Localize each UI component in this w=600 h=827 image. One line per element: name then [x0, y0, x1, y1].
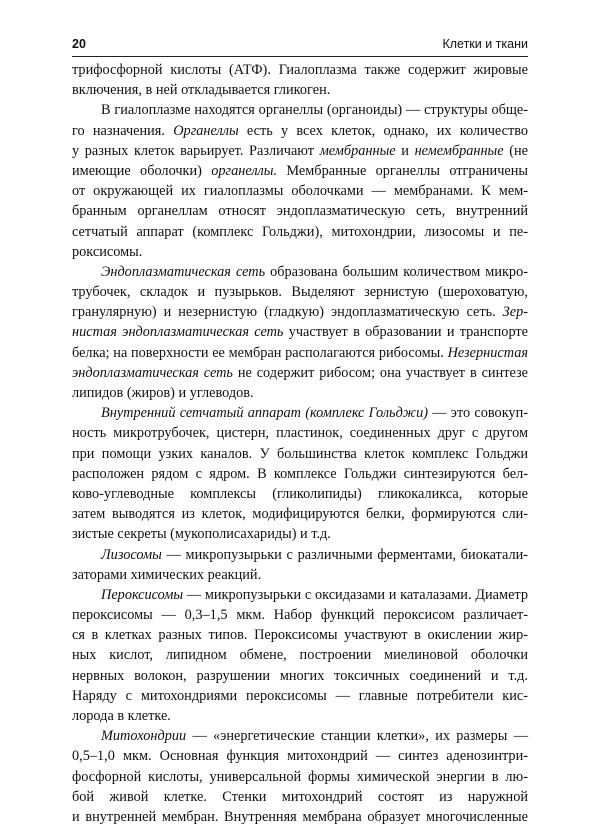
text-line [72, 645, 528, 665]
text-run: и [395, 142, 415, 159]
text-line [72, 121, 528, 141]
page-number: 20 [72, 37, 86, 51]
text-line [72, 524, 528, 544]
italic-term: Эндоплазматическая сеть [101, 263, 266, 280]
text-line [72, 565, 528, 585]
italic-term: Зер- [502, 304, 528, 321]
text-line [72, 444, 528, 464]
italic-term: Митохондрии [101, 728, 187, 745]
text-run: ных кислот, липидном обмене, построении миелиновой оболочки [72, 647, 528, 664]
text-line [72, 605, 528, 625]
text-run: ся в клетках разных типов. Пероксисомы участвуют в окислении жир- [72, 627, 528, 644]
text-line [72, 464, 528, 484]
text-run: белка; на поверхности ее мембран располагаются рибосомы. [72, 344, 448, 361]
text-line [72, 343, 528, 363]
text-run: В гиалоплазме находятся органеллы (органоиды) — структуры обще- [101, 102, 528, 119]
text-line [72, 686, 528, 706]
text-line [72, 625, 528, 645]
italic-term: органеллы. [211, 162, 278, 179]
italic-term: нистая эндоплазматическая сеть [72, 324, 284, 341]
header-rule [72, 56, 528, 57]
text-line [72, 706, 528, 726]
text-run: — микропузырьки с различными ферментами, биокатали- [161, 546, 528, 563]
text-line [72, 161, 528, 181]
text-run: затем выводятся из клеток, модифицируются белки, формируются сли- [72, 506, 528, 523]
italic-term: Лизосомы [101, 546, 162, 563]
text-run: пероксисомы — 0,3–1,5 мкм. Набор функций пероксисом различает- [72, 607, 528, 624]
italic-term: немембранные [414, 142, 504, 159]
text-line [72, 726, 528, 746]
text-line [72, 484, 528, 504]
text-line [72, 181, 528, 201]
text-run: — это совокуп- [428, 405, 528, 422]
text-line [72, 201, 528, 221]
text-line [72, 666, 528, 686]
text-run: гранулярную) и незернистую (гладкую) эндоплазматическую сеть. [72, 304, 503, 321]
italic-term: Органеллы [173, 122, 239, 139]
text-run: от окружающей их гиалоплазмы оболочками — мембранами. К мем- [72, 183, 528, 200]
text-line [72, 403, 528, 423]
text-line [72, 222, 528, 242]
text-run: липидов (жиров) и углеводов. [72, 385, 254, 401]
text-run: заторами химических реакций. [72, 566, 262, 583]
text-run: трубочек, складок и пузырьков. Выделяют зернистую (шероховатую, [72, 284, 528, 301]
italic-term: Пероксисомы [101, 586, 184, 603]
chapter-title: Клетки и ткани [442, 37, 528, 51]
text-run: образована большим количеством микро- [265, 263, 528, 280]
text-line [72, 60, 528, 80]
body-text [72, 60, 528, 827]
text-line [72, 504, 528, 524]
text-run: 0,5–1,0 мкм. Основная функция митохондрий — синтез аденозинтри- [72, 748, 528, 765]
text-run: лорода в клетке. [72, 708, 171, 724]
text-run: бой живой клетке. Стенки митохондрий состоят из наружной [72, 788, 528, 805]
italic-term: мембранные [319, 142, 396, 159]
text-run: участвует в образовании и транспорте [283, 324, 529, 341]
italic-term: Внутренний сетчатый аппарат (комплекс Гольджи) [101, 405, 429, 422]
text-line [72, 383, 528, 403]
text-run: при помощи узких каналов. У большинства клеток комплекс Гольджи [72, 445, 528, 462]
text-line [72, 141, 528, 161]
text-run: у разных клеток варьирует. Различают [72, 142, 320, 159]
text-run: расположен рядом с ядром. В комплексе Гольджи синтезируются бел- [72, 465, 528, 482]
text-run: сетчатый аппарат (комплекс Гольджи), митохондрии, лизосомы и пе- [72, 223, 528, 240]
text-run: роксисомы. [72, 243, 143, 260]
text-line [72, 242, 528, 262]
text-run: трифосфорной кислоты (АТФ). Гиалоплазма также содержит жировые [72, 62, 528, 78]
text-run: нервных волокон, разрушении многих токсичных соединений и т.д. [72, 667, 528, 684]
text-run: включения, в ней откладывается гликоген. [72, 82, 331, 99]
text-line [72, 545, 528, 565]
text-line [72, 80, 528, 100]
text-run: — микропузырьки с оксидазами и каталазами. Диаметр [183, 586, 528, 603]
text-run: имеющие оболочки) [72, 162, 212, 179]
italic-term: эндоплазматическая сеть [72, 364, 233, 381]
text-run: (не [503, 142, 528, 159]
text-run: зистые секреты (мукополисахариды) и т.д. [72, 526, 331, 543]
text-run: и внутренней мембран. Внутренняя мембрана образует многочисленные [72, 808, 528, 825]
text-run: бранным органеллам относят эндоплазматическую сеть, внутренний [72, 203, 528, 220]
text-line [72, 423, 528, 443]
text-line [72, 746, 528, 766]
text-run: Наряду с митохондриями пероксисомы — главные потребители кис- [72, 687, 528, 704]
text-line [72, 807, 528, 827]
text-run: не содержит рибосом; она участвует в синтезе [232, 364, 528, 381]
text-line [72, 282, 528, 302]
text-run: фосфорной кислоты, универсальной формы химической энергии в лю- [72, 768, 528, 785]
text-run: ково-углеводные комплексы (гликолипиды) гликокаликса, которые [72, 485, 528, 502]
text-run: есть у всех клеток, однако, их количество [238, 122, 528, 139]
running-header [72, 37, 528, 55]
text-line [72, 100, 528, 120]
text-line [72, 767, 528, 787]
text-run: — «энергетические станции клетки», их размеры — [186, 728, 528, 745]
text-line [72, 363, 528, 383]
text-line [72, 787, 528, 807]
text-line [72, 262, 528, 282]
text-line [72, 322, 528, 342]
text-run: ность микротрубочек, цистерн, пластинок, соединенных друг с другом [72, 425, 528, 442]
text-run: Мембранные органеллы отграничены [277, 162, 528, 179]
italic-term: Незернистая [447, 344, 528, 361]
text-line [72, 585, 528, 605]
text-line [72, 302, 528, 322]
text-run: го назначения. [72, 122, 174, 139]
